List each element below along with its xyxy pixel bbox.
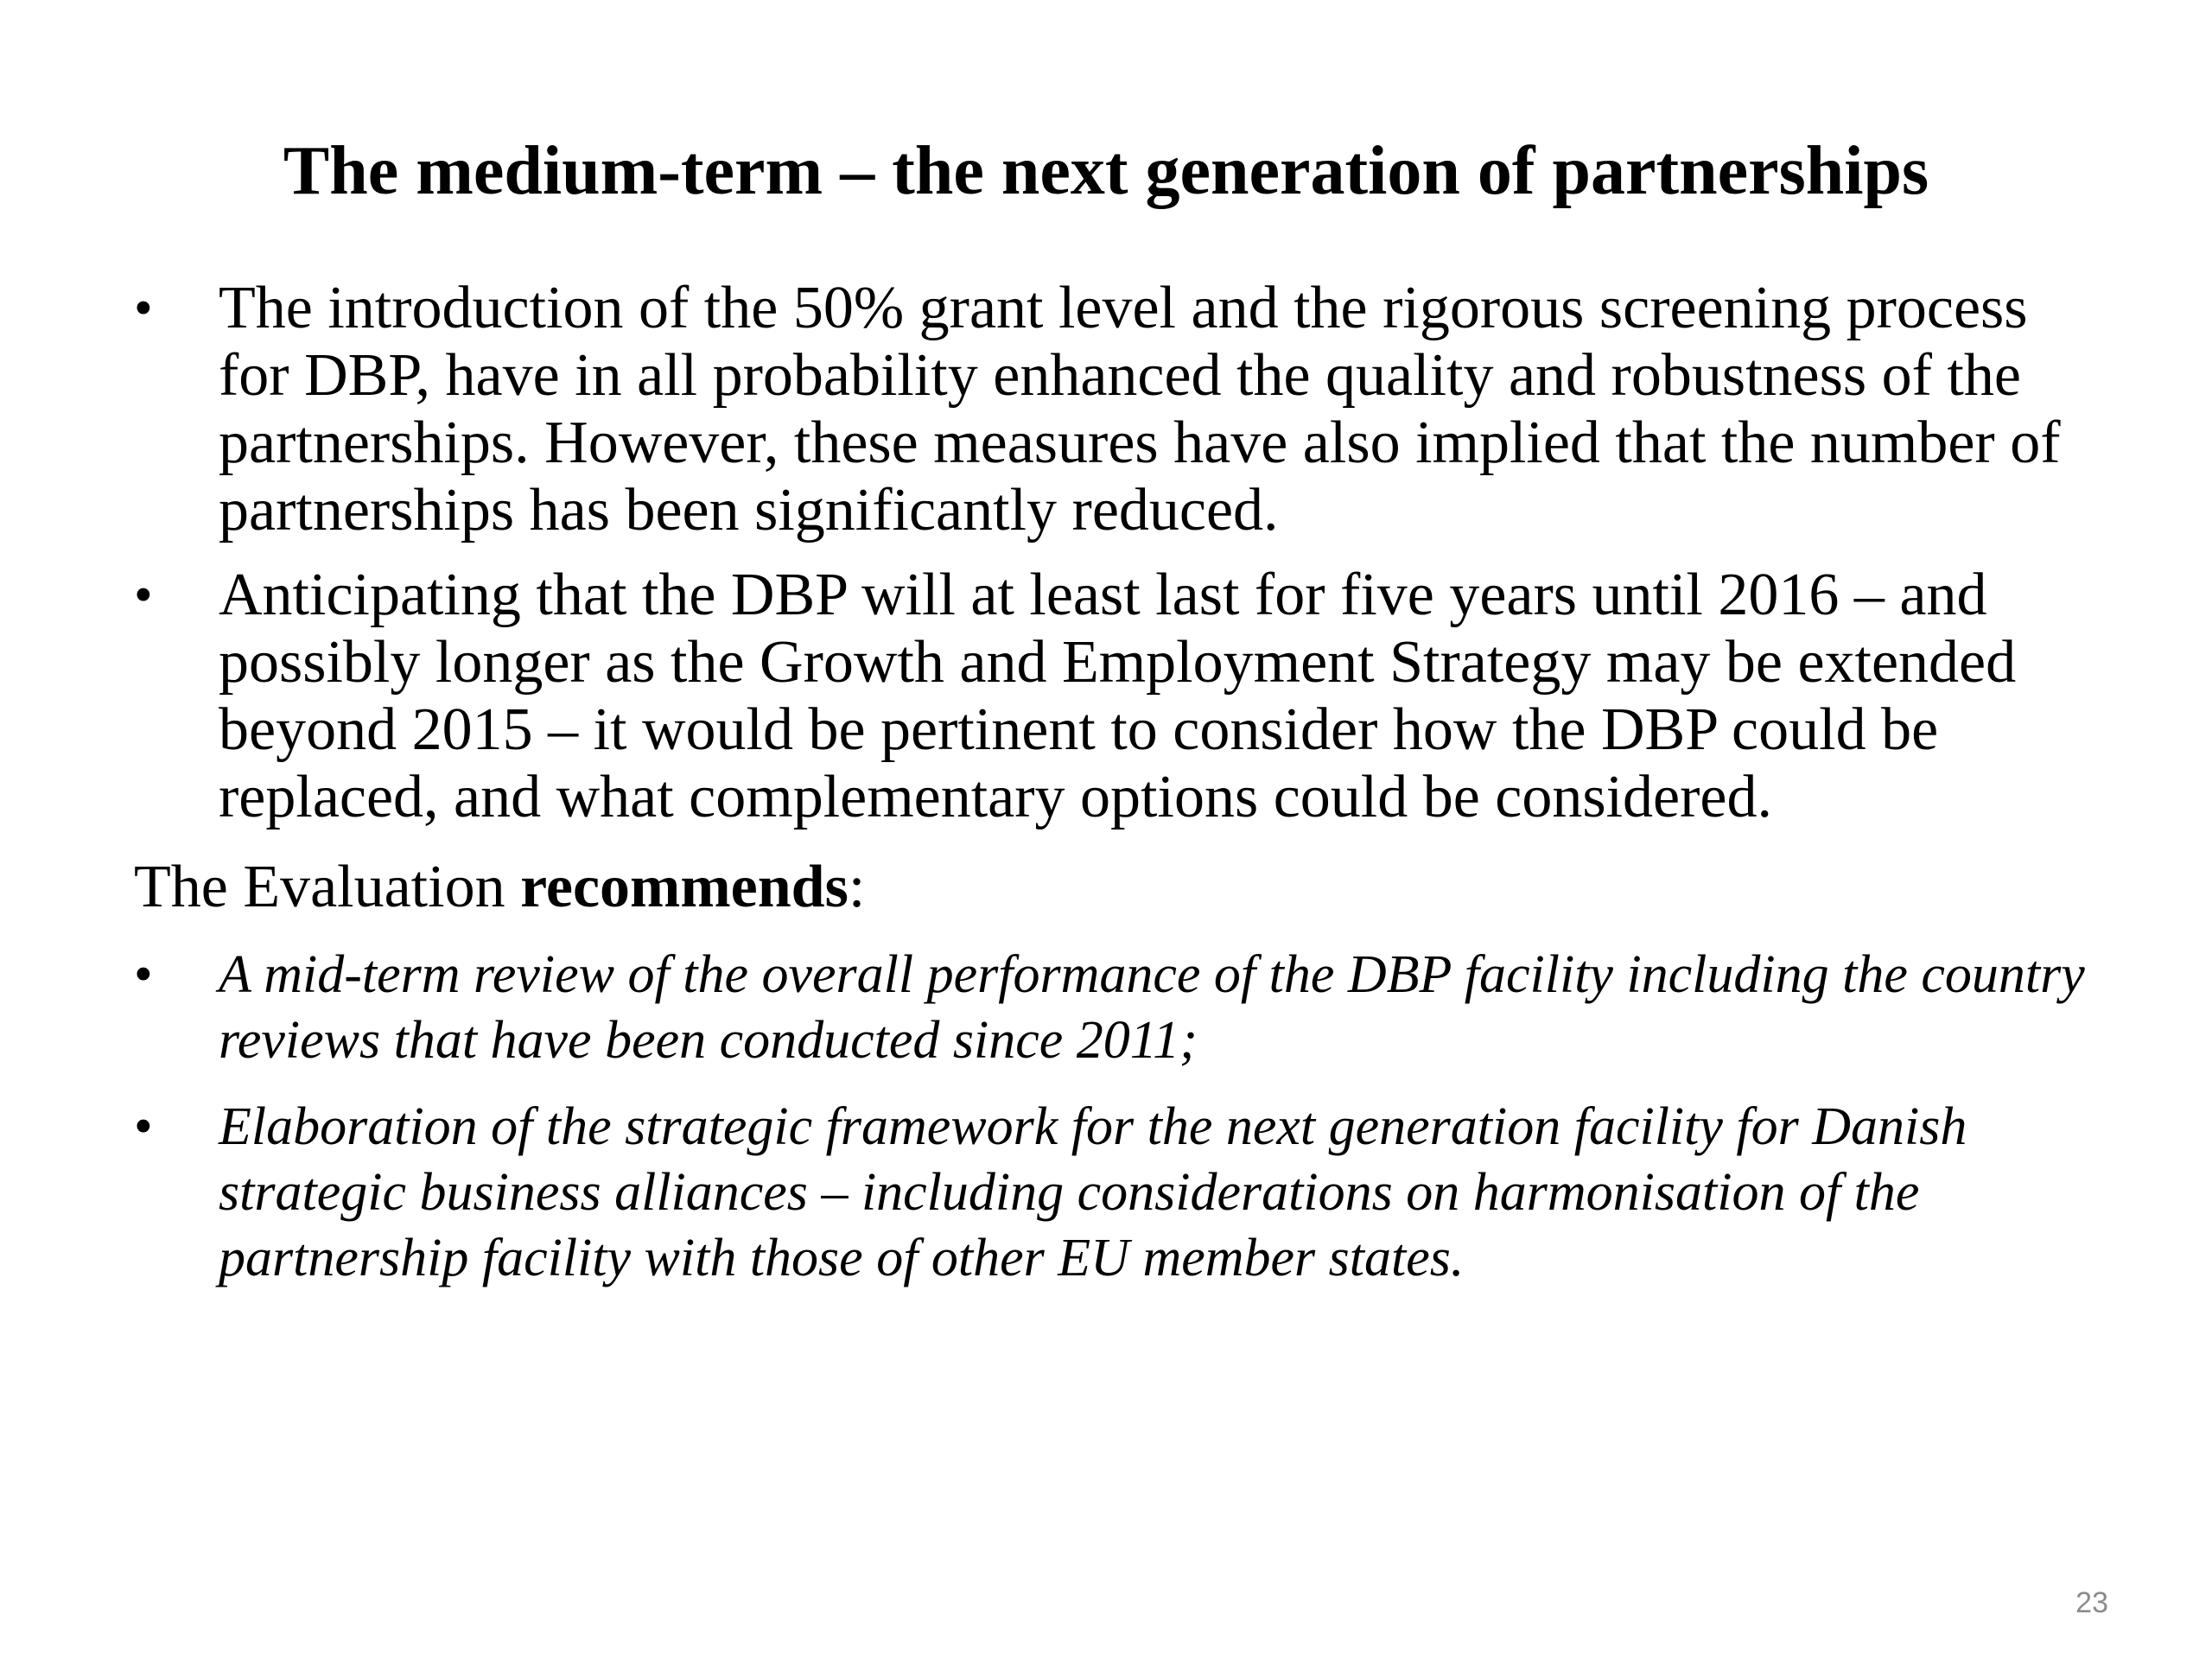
recommends-heading xyxy=(134,849,2095,926)
recommends-suffix: : xyxy=(848,854,866,920)
slide-body xyxy=(134,275,2095,1312)
slide-title: The medium-term – the next generation of partnerships xyxy=(283,133,1929,209)
recommendation-item xyxy=(134,942,2095,1073)
recommendation-item xyxy=(134,1094,2095,1291)
bullet-icon: • xyxy=(134,945,153,1004)
bullet-icon: • xyxy=(134,279,153,338)
bullet-item xyxy=(134,562,2095,831)
bullet-item xyxy=(134,275,2095,544)
recommendation-text: Elaboration of the strategic framework for the next generation facility for Danish strategic business alliances – including considerations on harmonisation of the partnership facility with those of other EU member states. xyxy=(219,1097,1967,1287)
bullet-text: The introduction of the 50% grant level and the rigorous screening process for DBP, have in all probability enhanced the quality and robustness of the partnerships. However, these measures have also implied that the number of partnerships has been significantly reduced. xyxy=(219,275,2061,543)
bullet-text: Anticipating that the DBP will at least last for five years until 2016 – and possibly longer as the Growth and Employment Strategy may be extended beyond 2015 – it would be pertinent to consider how the DBP could be replaced, and what complementary options could be considered. xyxy=(219,562,2017,830)
bullet-icon: • xyxy=(134,566,153,625)
recommends-prefix: The Evaluation xyxy=(134,854,521,920)
page-number: 23 xyxy=(2075,1586,2108,1619)
recommends-keyword: recommends xyxy=(520,854,849,920)
recommendation-text: A mid-term review of the overall performance of the DBP facility including the country reviews that have been conducted since 2011; xyxy=(219,945,2085,1070)
bullet-icon: • xyxy=(134,1097,153,1156)
